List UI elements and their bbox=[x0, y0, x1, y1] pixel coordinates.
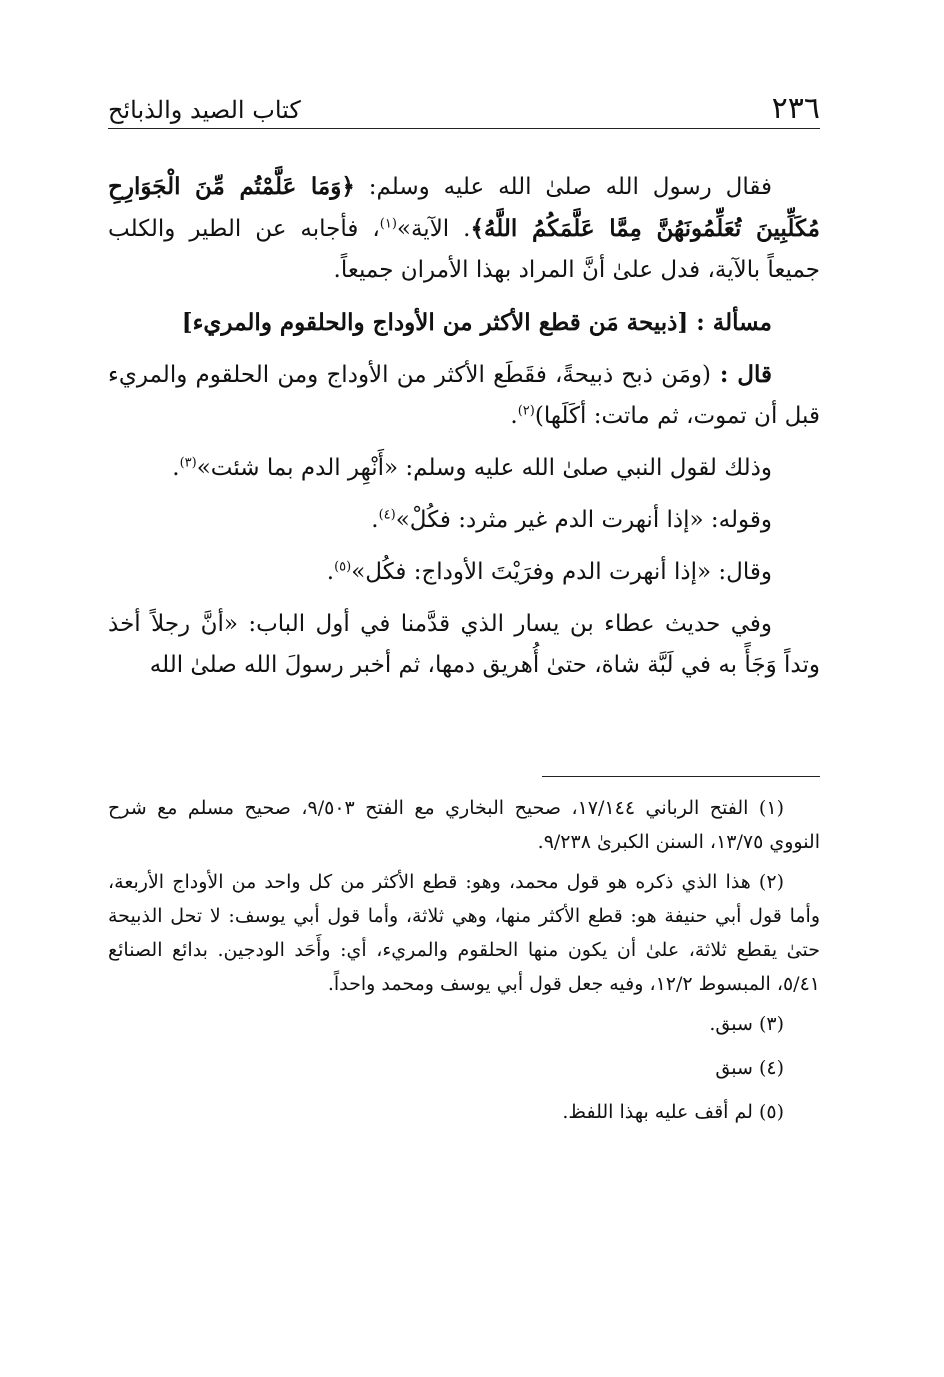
footnotes bbox=[108, 791, 820, 1139]
paragraph-1 bbox=[108, 166, 820, 291]
paragraph-1-mid: . الآية» bbox=[396, 216, 471, 242]
paragraph-4 bbox=[108, 500, 820, 541]
footnote-5: (٥) لم أقف عليه بهذا اللفظ. bbox=[562, 1101, 784, 1123]
paragraph-2-end: . bbox=[510, 403, 518, 429]
section-heading bbox=[108, 302, 820, 343]
footnote-ref-5: (٥) bbox=[334, 559, 352, 575]
section-label: مسألة : bbox=[688, 309, 772, 336]
main-text bbox=[108, 166, 820, 697]
paragraph-1-rest: ، فأجابه عن الطير والكلب جميعاً بالآية، فدل علىٰ أنَّ المراد بهذا الأمران جميعاً. bbox=[108, 216, 820, 283]
qala-label: قال : bbox=[711, 361, 772, 388]
paragraph-4-end: . bbox=[371, 507, 379, 533]
footnote-separator bbox=[542, 776, 820, 777]
footnote-ref-3: (٣) bbox=[179, 455, 197, 471]
footnote-4: (٤) سبق bbox=[715, 1057, 784, 1079]
paragraph-6 bbox=[108, 604, 820, 686]
paragraph-3-text: وذلك لقول النبي صلىٰ الله عليه وسلم: «أَنْهِر الدم بما شئت» bbox=[196, 455, 772, 481]
paragraph-3-end: . bbox=[172, 455, 180, 481]
footnote-ref-4: (٤) bbox=[378, 507, 396, 523]
running-title: كتاب الصيد والذبائح bbox=[108, 96, 301, 124]
page-header bbox=[108, 88, 820, 129]
paragraph-5 bbox=[108, 552, 820, 593]
footnote-2: (٢) هذا الذي ذكره هو قول محمد، وهو: قطع الأكثر من كل واحد من الأوداج الأربعة، وأما قول أبي حنيفة هو: قطع الأكثر منها، وهي ثلاثة، وأما قول أبي يوسف: لا تحل الذبيحة حتىٰ يقطع ثلاثة، علىٰ أن يكون منها الحلقوم والمريء، أي: وأَحَد الودجين. بدائع الصنائع ٥/٤١، المبسوط ١٢/٢، وفيه جعل قول أبي يوسف ومحمد واحداً. bbox=[108, 871, 820, 995]
matn-text: (ومَن ذبح ذبيحةً، فقَطَع الأكثر من الأوداج ومن الحلقوم والمريء قبل أن تموت، ثم ماتت: أكَلَها) bbox=[108, 362, 820, 429]
footnote-ref-1: (١) bbox=[379, 216, 397, 232]
paragraph-5-end: . bbox=[326, 559, 335, 585]
paragraph-3 bbox=[108, 448, 820, 489]
paragraph-6-text: وفي حديث عطاء بن يسار الذي قدَّمنا في أول الباب: «أنَّ رجلاً أخذ وتداً وَجَأً به في لَبَّة شاة، حتىٰ أُهريق دمها، ثم أخبر رسولَ الله صلىٰ الله bbox=[108, 611, 820, 678]
paragraph-4-text: وقوله: «إذا أنهرت الدم غير مثرد: فكُلْ» bbox=[395, 507, 772, 533]
paragraph-1-intro: فقال رسول الله صلىٰ الله عليه وسلم: bbox=[354, 174, 773, 200]
footnote-ref-2: (٢) bbox=[517, 403, 535, 419]
paragraph-2 bbox=[108, 354, 820, 437]
section-title: [ذبيحة مَن قطع الأكثر من الأوداج والحلقوم والمريء] bbox=[181, 309, 689, 336]
page-number: ٢٣٦ bbox=[771, 91, 820, 126]
paragraph-5-text: وقال: «إذا أنهرت الدم وفرَيْتَ الأوداج: فكُل» bbox=[351, 559, 772, 585]
footnote-3: (٣) سبق. bbox=[709, 1013, 784, 1035]
quran-verse: ﴿وَمَا عَلَّمْتُم مِّنَ الْجَوَارِحِ مُكَلِّبِينَ تُعَلِّمُونَهُنَّ مِمَّا عَلَّمَكُمُ اللَّهُ﴾ bbox=[108, 173, 820, 242]
footnote-1: (١) الفتح الرباني ١٧/١٤٤، صحيح البخاري مع الفتح ٩/٥٠٣، صحيح مسلم مع شرح النووي ١٣/٧٥، السنن الكبرىٰ ٩/٢٣٨. bbox=[108, 797, 820, 853]
